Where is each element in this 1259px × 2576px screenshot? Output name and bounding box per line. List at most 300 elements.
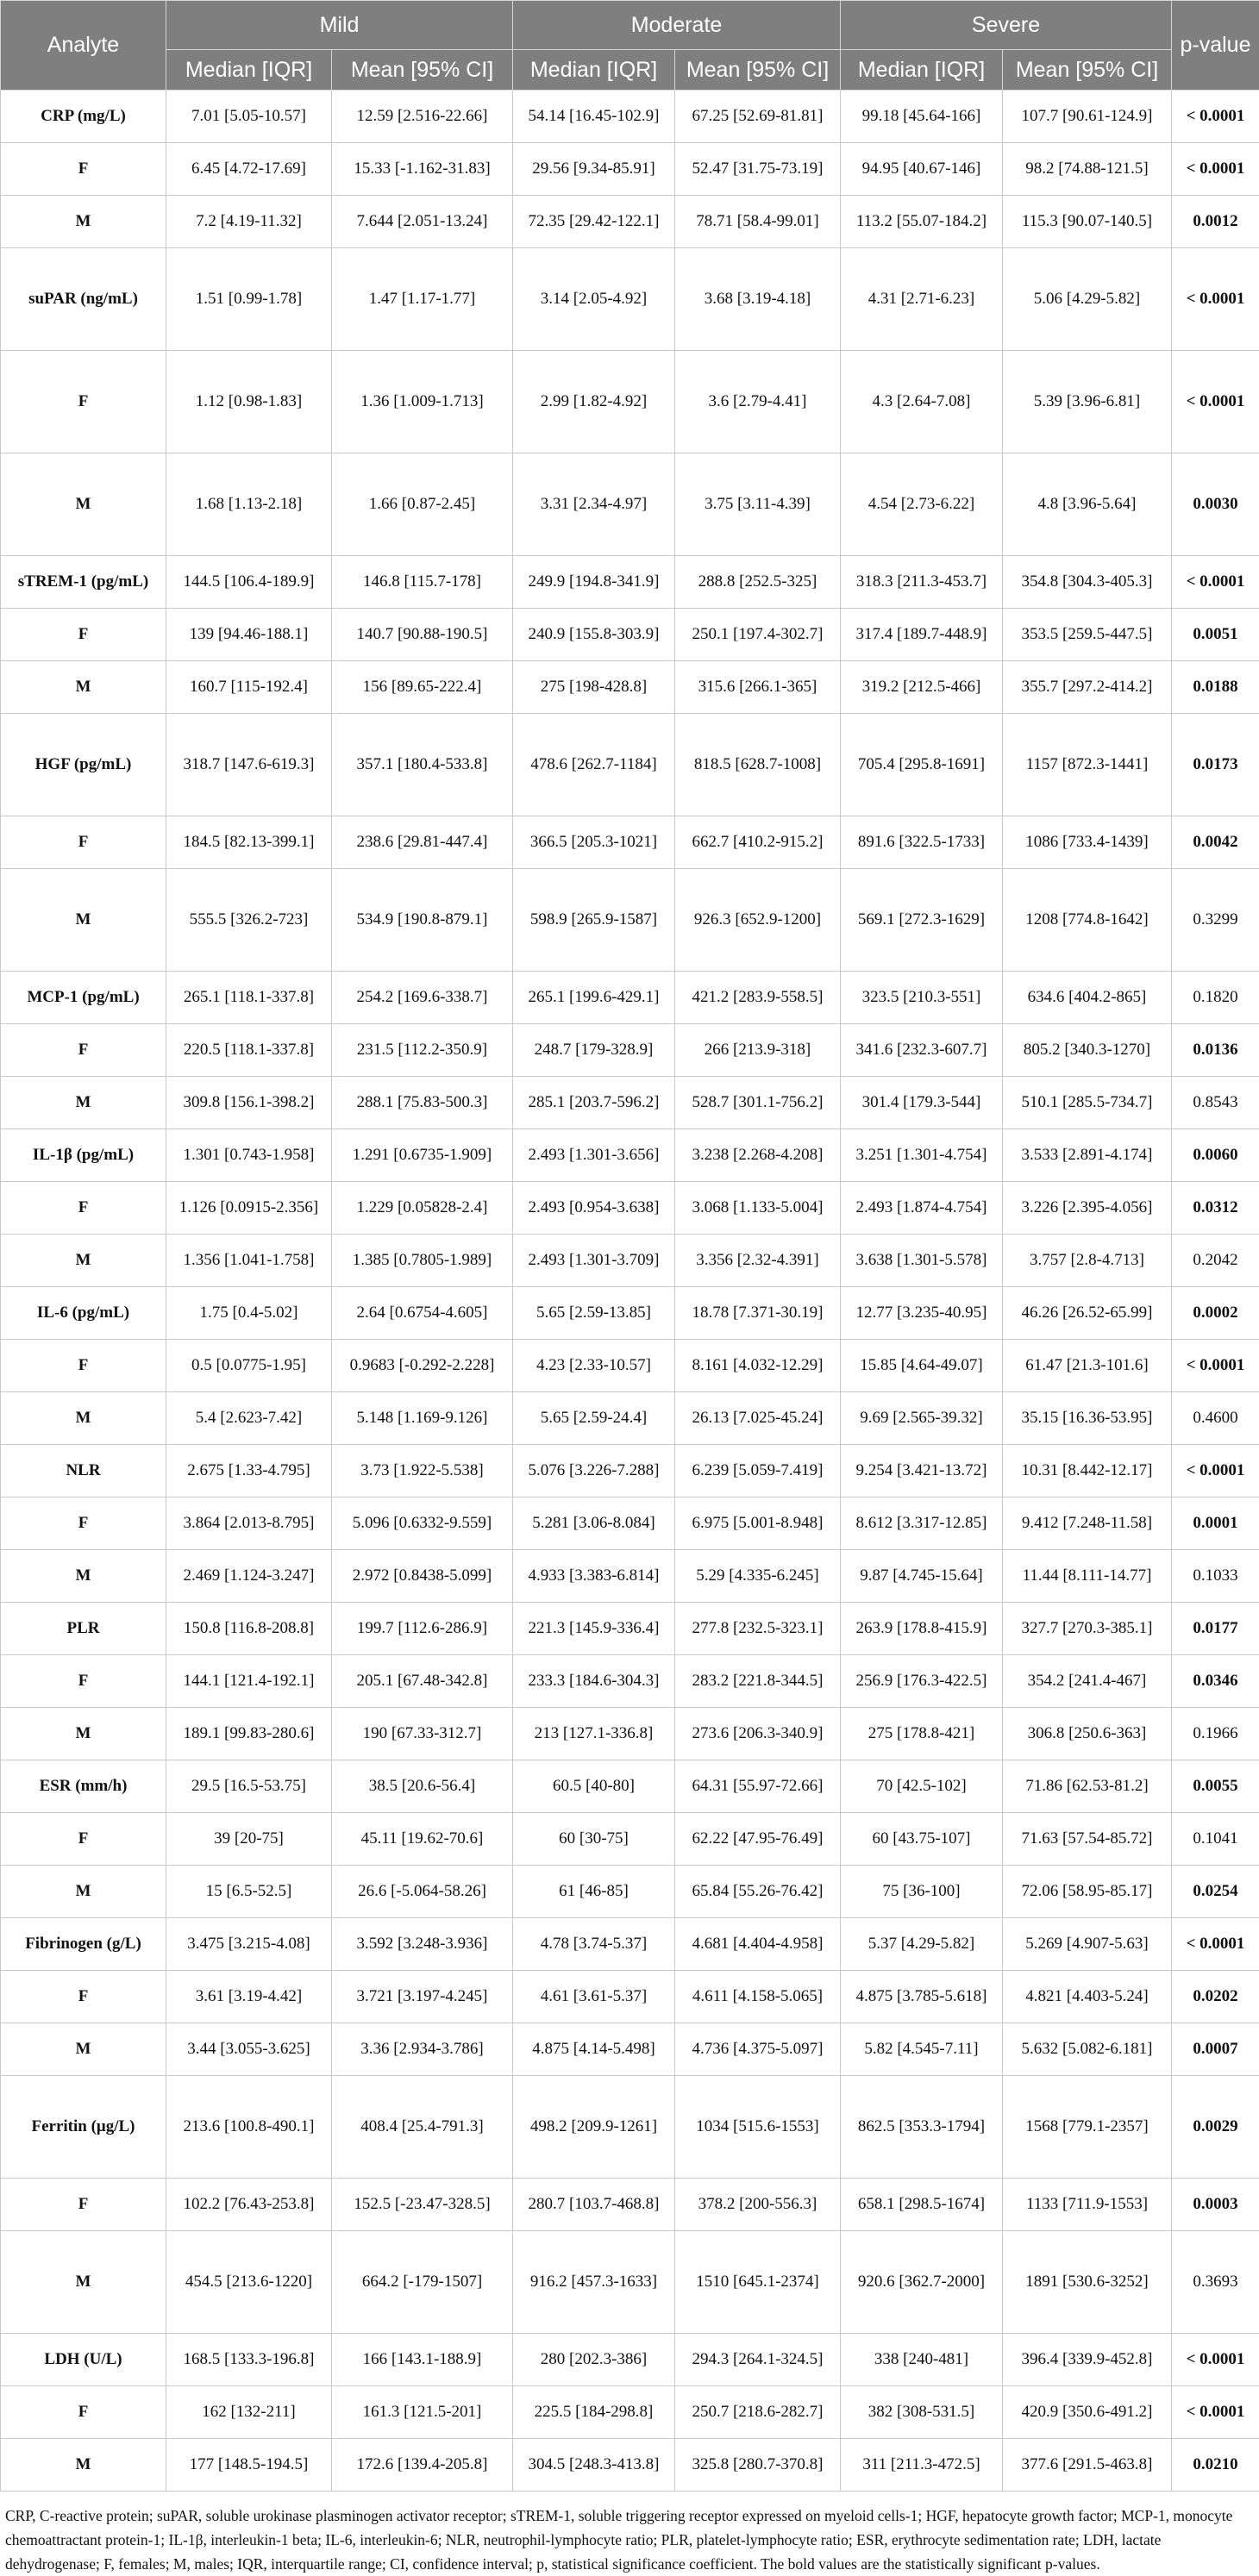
mean-ci-cell: 354.2 [241.4-467] <box>1003 1655 1172 1708</box>
analyte-label: suPAR (ng/mL) <box>1 248 166 351</box>
median-iqr-cell: 12.77 [3.235-40.95] <box>841 1287 1003 1340</box>
median-iqr-cell: 498.2 [209.9-1261] <box>513 2076 675 2179</box>
median-iqr-cell: 75 [36-100] <box>841 1866 1003 1918</box>
table-row <box>1 91 1259 143</box>
median-iqr-cell: 162 [132-211] <box>166 2386 332 2439</box>
mean-ci-cell: 78.71 [58.4-99.01] <box>675 196 841 248</box>
table-row <box>1 1129 1259 1182</box>
median-iqr-cell: 4.875 [4.14-5.498] <box>513 2023 675 2076</box>
table-row <box>1 196 1259 248</box>
median-iqr-cell: 5.4 [2.623-7.42] <box>166 1392 332 1445</box>
analyte-label: M <box>1 869 166 972</box>
mean-ci-cell: 64.31 [55.97-72.66] <box>675 1760 841 1813</box>
pvalue-cell: < 0.0001 <box>1172 1445 1259 1497</box>
median-iqr-cell: 70 [42.5-102] <box>841 1760 1003 1813</box>
mean-ci-cell: 152.5 [-23.47-328.5] <box>332 2179 513 2231</box>
mean-ci-cell: 353.5 [259.5-447.5] <box>1003 609 1172 661</box>
pvalue-cell: 0.8543 <box>1172 1077 1259 1129</box>
median-iqr-cell: 705.4 [295.8-1691] <box>841 714 1003 816</box>
mean-ci-cell: 420.9 [350.6-491.2] <box>1003 2386 1172 2439</box>
header-group-moderate: Moderate <box>513 1 841 50</box>
mean-ci-cell: 1891 [530.6-3252] <box>1003 2231 1172 2334</box>
mean-ci-cell: 325.8 [280.7-370.8] <box>675 2439 841 2492</box>
median-iqr-cell: 304.5 [248.3-413.8] <box>513 2439 675 2492</box>
analyte-label: F <box>1 609 166 661</box>
median-iqr-cell: 569.1 [272.3-1629] <box>841 869 1003 972</box>
table-row <box>1 714 1259 816</box>
mean-ci-cell: 5.39 [3.96-6.81] <box>1003 351 1172 453</box>
header-sub: Mean [95% CI] <box>332 50 513 91</box>
median-iqr-cell: 60 [43.75-107] <box>841 1813 1003 1866</box>
mean-ci-cell: 46.26 [26.52-65.99] <box>1003 1287 1172 1340</box>
median-iqr-cell: 99.18 [45.64-166] <box>841 91 1003 143</box>
table-row <box>1 2231 1259 2334</box>
table-row <box>1 556 1259 609</box>
analyte-label: F <box>1 816 166 869</box>
median-iqr-cell: 8.612 [3.317-12.85] <box>841 1497 1003 1550</box>
median-iqr-cell: 301.4 [179.3-544] <box>841 1077 1003 1129</box>
header-pvalue: p-value <box>1172 1 1259 91</box>
mean-ci-cell: 7.644 [2.051-13.24] <box>332 196 513 248</box>
mean-ci-cell: 5.06 [4.29-5.82] <box>1003 248 1172 351</box>
pvalue-cell: 0.0346 <box>1172 1655 1259 1708</box>
mean-ci-cell: 107.7 [90.61-124.9] <box>1003 91 1172 143</box>
median-iqr-cell: 5.076 [3.226-7.288] <box>513 1445 675 1497</box>
table-row <box>1 869 1259 972</box>
table-row <box>1 1655 1259 1708</box>
mean-ci-cell: 3.068 [1.133-5.004] <box>675 1182 841 1235</box>
analyte-label: M <box>1 1550 166 1603</box>
table-row <box>1 2439 1259 2492</box>
median-iqr-cell: 2.493 [0.954-3.638] <box>513 1182 675 1235</box>
analyte-label: M <box>1 661 166 714</box>
table-row <box>1 248 1259 351</box>
mean-ci-cell: 65.84 [55.26-76.42] <box>675 1866 841 1918</box>
median-iqr-cell: 6.45 [4.72-17.69] <box>166 143 332 196</box>
mean-ci-cell: 250.1 [197.4-302.7] <box>675 609 841 661</box>
mean-ci-cell: 12.59 [2.516-22.66] <box>332 91 513 143</box>
analyte-label: M <box>1 2439 166 2492</box>
mean-ci-cell: 1.47 [1.17-1.77] <box>332 248 513 351</box>
median-iqr-cell: 3.475 [3.215-4.08] <box>166 1918 332 1971</box>
pvalue-cell: 0.0002 <box>1172 1287 1259 1340</box>
mean-ci-cell: 288.1 [75.83-500.3] <box>332 1077 513 1129</box>
mean-ci-cell: 146.8 [115.7-178] <box>332 556 513 609</box>
median-iqr-cell: 1.126 [0.0915-2.356] <box>166 1182 332 1235</box>
median-iqr-cell: 3.14 [2.05-4.92] <box>513 248 675 351</box>
median-iqr-cell: 2.493 [1.301-3.656] <box>513 1129 675 1182</box>
mean-ci-cell: 2.972 [0.8438-5.099] <box>332 1550 513 1603</box>
pvalue-cell: 0.0051 <box>1172 609 1259 661</box>
pvalue-cell: < 0.0001 <box>1172 91 1259 143</box>
median-iqr-cell: 4.54 [2.73-6.22] <box>841 453 1003 556</box>
pvalue-cell: < 0.0001 <box>1172 351 1259 453</box>
header-sub: Median [IQR] <box>841 50 1003 91</box>
median-iqr-cell: 7.01 [5.05-10.57] <box>166 91 332 143</box>
mean-ci-cell: 156 [89.65-222.4] <box>332 661 513 714</box>
mean-ci-cell: 5.148 [1.169-9.126] <box>332 1392 513 1445</box>
table-row <box>1 1971 1259 2023</box>
median-iqr-cell: 60 [30-75] <box>513 1813 675 1866</box>
mean-ci-cell: 355.7 [297.2-414.2] <box>1003 661 1172 714</box>
mean-ci-cell: 288.8 [252.5-325] <box>675 556 841 609</box>
analyte-label: M <box>1 453 166 556</box>
median-iqr-cell: 160.7 [115-192.4] <box>166 661 332 714</box>
analyte-label: F <box>1 2179 166 2231</box>
median-iqr-cell: 4.3 [2.64-7.08] <box>841 351 1003 453</box>
mean-ci-cell: 818.5 [628.7-1008] <box>675 714 841 816</box>
median-iqr-cell: 3.61 [3.19-4.42] <box>166 1971 332 2023</box>
table-row <box>1 1077 1259 1129</box>
median-iqr-cell: 317.4 [189.7-448.9] <box>841 609 1003 661</box>
table-header <box>1 1 1259 91</box>
median-iqr-cell: 280.7 [103.7-468.8] <box>513 2179 675 2231</box>
analyte-label: M <box>1 2231 166 2334</box>
mean-ci-cell: 62.22 [47.95-76.49] <box>675 1813 841 1866</box>
mean-ci-cell: 5.096 [0.6332-9.559] <box>332 1497 513 1550</box>
mean-ci-cell: 1568 [779.1-2357] <box>1003 2076 1172 2179</box>
mean-ci-cell: 18.78 [7.371-30.19] <box>675 1287 841 1340</box>
table-row <box>1 972 1259 1024</box>
pvalue-cell: 0.0001 <box>1172 1497 1259 1550</box>
median-iqr-cell: 318.3 [211.3-453.7] <box>841 556 1003 609</box>
analyte-label: ESR (mm/h) <box>1 1760 166 1813</box>
table-row <box>1 1340 1259 1392</box>
pvalue-cell: < 0.0001 <box>1172 556 1259 609</box>
median-iqr-cell: 5.65 [2.59-24.4] <box>513 1392 675 1445</box>
median-iqr-cell: 102.2 [76.43-253.8] <box>166 2179 332 2231</box>
mean-ci-cell: 15.33 [-1.162-31.83] <box>332 143 513 196</box>
mean-ci-cell: 238.6 [29.81-447.4] <box>332 816 513 869</box>
mean-ci-cell: 357.1 [180.4-533.8] <box>332 714 513 816</box>
analyte-label: PLR <box>1 1603 166 1655</box>
mean-ci-cell: 3.533 [2.891-4.174] <box>1003 1129 1172 1182</box>
analyte-label: F <box>1 1497 166 1550</box>
median-iqr-cell: 263.9 [178.8-415.9] <box>841 1603 1003 1655</box>
median-iqr-cell: 916.2 [457.3-1633] <box>513 2231 675 2334</box>
table-row <box>1 1235 1259 1287</box>
analyte-label: F <box>1 143 166 196</box>
median-iqr-cell: 139 [94.46-188.1] <box>166 609 332 661</box>
mean-ci-cell: 3.68 [3.19-4.18] <box>675 248 841 351</box>
mean-ci-cell: 98.2 [74.88-121.5] <box>1003 143 1172 196</box>
pvalue-cell: 0.0177 <box>1172 1603 1259 1655</box>
median-iqr-cell: 240.9 [155.8-303.9] <box>513 609 675 661</box>
median-iqr-cell: 285.1 [203.7-596.2] <box>513 1077 675 1129</box>
mean-ci-cell: 3.73 [1.922-5.538] <box>332 1445 513 1497</box>
median-iqr-cell: 94.95 [40.67-146] <box>841 143 1003 196</box>
median-iqr-cell: 3.638 [1.301-5.578] <box>841 1235 1003 1287</box>
median-iqr-cell: 891.6 [322.5-1733] <box>841 816 1003 869</box>
table-row <box>1 2023 1259 2076</box>
mean-ci-cell: 172.6 [139.4-205.8] <box>332 2439 513 2492</box>
mean-ci-cell: 408.4 [25.4-791.3] <box>332 2076 513 2179</box>
mean-ci-cell: 327.7 [270.3-385.1] <box>1003 1603 1172 1655</box>
mean-ci-cell: 273.6 [206.3-340.9] <box>675 1708 841 1760</box>
median-iqr-cell: 658.1 [298.5-1674] <box>841 2179 1003 2231</box>
analyte-label: CRP (mg/L) <box>1 91 166 143</box>
mean-ci-cell: 3.592 [3.248-3.936] <box>332 1918 513 1971</box>
median-iqr-cell: 5.65 [2.59-13.85] <box>513 1287 675 1340</box>
analyte-label: F <box>1 1971 166 2023</box>
table-row <box>1 2076 1259 2179</box>
pvalue-cell: 0.3299 <box>1172 869 1259 972</box>
mean-ci-cell: 1086 [733.4-1439] <box>1003 816 1172 869</box>
median-iqr-cell: 4.61 [3.61-5.37] <box>513 1971 675 2023</box>
pvalue-cell: < 0.0001 <box>1172 143 1259 196</box>
header-group-mild: Mild <box>166 1 513 50</box>
mean-ci-cell: 11.44 [8.111-14.77] <box>1003 1550 1172 1603</box>
pvalue-cell: 0.0042 <box>1172 816 1259 869</box>
mean-ci-cell: 634.6 [404.2-865] <box>1003 972 1172 1024</box>
mean-ci-cell: 38.5 [20.6-56.4] <box>332 1760 513 1813</box>
mean-ci-cell: 10.31 [8.442-12.17] <box>1003 1445 1172 1497</box>
pvalue-cell: 0.0007 <box>1172 2023 1259 2076</box>
pvalue-cell: 0.0202 <box>1172 1971 1259 2023</box>
median-iqr-cell: 280 [202.3-386] <box>513 2334 675 2386</box>
median-iqr-cell: 256.9 [176.3-422.5] <box>841 1655 1003 1708</box>
analyte-label: Fibrinogen (g/L) <box>1 1918 166 1971</box>
mean-ci-cell: 4.611 [4.158-5.065] <box>675 1971 841 2023</box>
analyte-label: M <box>1 1392 166 1445</box>
median-iqr-cell: 249.9 [194.8-341.9] <box>513 556 675 609</box>
pvalue-cell: 0.0188 <box>1172 661 1259 714</box>
header-sub: Mean [95% CI] <box>675 50 841 91</box>
mean-ci-cell: 231.5 [112.2-350.9] <box>332 1024 513 1077</box>
median-iqr-cell: 113.2 [55.07-184.2] <box>841 196 1003 248</box>
mean-ci-cell: 926.3 [652.9-1200] <box>675 869 841 972</box>
mean-ci-cell: 61.47 [21.3-101.6] <box>1003 1340 1172 1392</box>
mean-ci-cell: 266 [213.9-318] <box>675 1024 841 1077</box>
median-iqr-cell: 189.1 [99.83-280.6] <box>166 1708 332 1760</box>
median-iqr-cell: 248.7 [179-328.9] <box>513 1024 675 1077</box>
table-row <box>1 1182 1259 1235</box>
pvalue-cell: 0.0173 <box>1172 714 1259 816</box>
table-row <box>1 1866 1259 1918</box>
analyte-label: M <box>1 1235 166 1287</box>
median-iqr-cell: 15.85 [4.64-49.07] <box>841 1340 1003 1392</box>
mean-ci-cell: 45.11 [19.62-70.6] <box>332 1813 513 1866</box>
pvalue-cell: 0.0055 <box>1172 1760 1259 1813</box>
mean-ci-cell: 205.1 [67.48-342.8] <box>332 1655 513 1708</box>
mean-ci-cell: 534.9 [190.8-879.1] <box>332 869 513 972</box>
mean-ci-cell: 5.269 [4.907-5.63] <box>1003 1918 1172 1971</box>
mean-ci-cell: 283.2 [221.8-344.5] <box>675 1655 841 1708</box>
table-row <box>1 2179 1259 2231</box>
table-row <box>1 816 1259 869</box>
analyte-label: M <box>1 196 166 248</box>
analyte-label: F <box>1 1024 166 1077</box>
mean-ci-cell: 396.4 [339.9-452.8] <box>1003 2334 1172 2386</box>
median-iqr-cell: 39 [20-75] <box>166 1813 332 1866</box>
mean-ci-cell: 3.356 [2.32-4.391] <box>675 1235 841 1287</box>
mean-ci-cell: 3.75 [3.11-4.39] <box>675 453 841 556</box>
median-iqr-cell: 341.6 [232.3-607.7] <box>841 1024 1003 1077</box>
mean-ci-cell: 71.86 [62.53-81.2] <box>1003 1760 1172 1813</box>
mean-ci-cell: 1.229 [0.05828-2.4] <box>332 1182 513 1235</box>
mean-ci-cell: 528.7 [301.1-756.2] <box>675 1077 841 1129</box>
mean-ci-cell: 115.3 [90.07-140.5] <box>1003 196 1172 248</box>
header-group-severe: Severe <box>841 1 1172 50</box>
analyte-label: M <box>1 1708 166 1760</box>
median-iqr-cell: 318.7 [147.6-619.3] <box>166 714 332 816</box>
table-row <box>1 1760 1259 1813</box>
mean-ci-cell: 9.412 [7.248-11.58] <box>1003 1497 1172 1550</box>
pvalue-cell: < 0.0001 <box>1172 1340 1259 1392</box>
median-iqr-cell: 29.5 [16.5-53.75] <box>166 1760 332 1813</box>
median-iqr-cell: 1.51 [0.99-1.78] <box>166 248 332 351</box>
median-iqr-cell: 454.5 [213.6-1220] <box>166 2231 332 2334</box>
median-iqr-cell: 2.675 [1.33-4.795] <box>166 1445 332 1497</box>
mean-ci-cell: 510.1 [285.5-734.7] <box>1003 1077 1172 1129</box>
analyte-label: HGF (pg/mL) <box>1 714 166 816</box>
table-row <box>1 609 1259 661</box>
median-iqr-cell: 4.31 [2.71-6.23] <box>841 248 1003 351</box>
median-iqr-cell: 144.5 [106.4-189.9] <box>166 556 332 609</box>
median-iqr-cell: 168.5 [133.3-196.8] <box>166 2334 332 2386</box>
mean-ci-cell: 6.975 [5.001-8.948] <box>675 1497 841 1550</box>
table-footnote: CRP, C-reactive protein; suPAR, soluble urokinase plasminogen activator receptor; sTREM-1, soluble triggering receptor expressed on myeloid cells-1; HGF, hepatocyte growth factor; MCP-1, monocyte chemoattractant protein-1; IL-1β, interleukin-1 beta; IL-6, interleukin-6; NLR, neutrophil-lymphocyte ratio; PLR, platelet-lymphocyte ratio; ESR, erythrocyte sedimentation rate; LDH, lactate dehydrogenase; F, females; M, males; IQR, interquartile range; CI, confidence interval; p, statistical significance coefficient. The bold values are the statistically significant p-values. <box>0 2500 1259 2576</box>
mean-ci-cell: 35.15 [16.36-53.95] <box>1003 1392 1172 1445</box>
mean-ci-cell: 5.29 [4.335-6.245] <box>675 1550 841 1603</box>
median-iqr-cell: 213 [127.1-336.8] <box>513 1708 675 1760</box>
pvalue-cell: < 0.0001 <box>1172 1918 1259 1971</box>
median-iqr-cell: 3.864 [2.013-8.795] <box>166 1497 332 1550</box>
mean-ci-cell: 277.8 [232.5-323.1] <box>675 1603 841 1655</box>
mean-ci-cell: 190 [67.33-312.7] <box>332 1708 513 1760</box>
table-row <box>1 2386 1259 2439</box>
mean-ci-cell: 199.7 [112.6-286.9] <box>332 1603 513 1655</box>
table-row <box>1 1024 1259 1077</box>
table-row <box>1 143 1259 196</box>
table-row <box>1 1550 1259 1603</box>
median-iqr-cell: 366.5 [205.3-1021] <box>513 816 675 869</box>
pvalue-cell: 0.0003 <box>1172 2179 1259 2231</box>
analyte-label: IL-6 (pg/mL) <box>1 1287 166 1340</box>
table-row <box>1 2334 1259 2386</box>
mean-ci-cell: 1.36 [1.009-1.713] <box>332 351 513 453</box>
median-iqr-cell: 3.44 [3.055-3.625] <box>166 2023 332 2076</box>
mean-ci-cell: 0.9683 [-0.292-2.228] <box>332 1340 513 1392</box>
mean-ci-cell: 1157 [872.3-1441] <box>1003 714 1172 816</box>
median-iqr-cell: 309.8 [156.1-398.2] <box>166 1077 332 1129</box>
analyte-label: M <box>1 2023 166 2076</box>
mean-ci-cell: 3.238 [2.268-4.208] <box>675 1129 841 1182</box>
median-iqr-cell: 5.281 [3.06-8.084] <box>513 1497 675 1550</box>
pvalue-cell: 0.0136 <box>1172 1024 1259 1077</box>
mean-ci-cell: 1.385 [0.7805-1.989] <box>332 1235 513 1287</box>
pvalue-cell: 0.0210 <box>1172 2439 1259 2492</box>
median-iqr-cell: 184.5 [82.13-399.1] <box>166 816 332 869</box>
header-analyte: Analyte <box>1 1 166 91</box>
mean-ci-cell: 161.3 [121.5-201] <box>332 2386 513 2439</box>
mean-ci-cell: 1510 [645.1-2374] <box>675 2231 841 2334</box>
median-iqr-cell: 54.14 [16.45-102.9] <box>513 91 675 143</box>
mean-ci-cell: 377.6 [291.5-463.8] <box>1003 2439 1172 2492</box>
median-iqr-cell: 5.37 [4.29-5.82] <box>841 1918 1003 1971</box>
analyte-label: F <box>1 1340 166 1392</box>
median-iqr-cell: 60.5 [40-80] <box>513 1760 675 1813</box>
mean-ci-cell: 1034 [515.6-1553] <box>675 2076 841 2179</box>
analyte-label: F <box>1 1813 166 1866</box>
mean-ci-cell: 3.757 [2.8-4.713] <box>1003 1235 1172 1287</box>
mean-ci-cell: 72.06 [58.95-85.17] <box>1003 1866 1172 1918</box>
table-row <box>1 1497 1259 1550</box>
median-iqr-cell: 2.493 [1.301-3.709] <box>513 1235 675 1287</box>
analyte-label: F <box>1 1655 166 1708</box>
median-iqr-cell: 1.12 [0.98-1.83] <box>166 351 332 453</box>
table-row <box>1 1708 1259 1760</box>
mean-ci-cell: 140.7 [90.88-190.5] <box>332 609 513 661</box>
mean-ci-cell: 294.3 [264.1-324.5] <box>675 2334 841 2386</box>
analyte-label: sTREM-1 (pg/mL) <box>1 556 166 609</box>
mean-ci-cell: 4.821 [4.403-5.24] <box>1003 1971 1172 2023</box>
pvalue-cell: 0.0312 <box>1172 1182 1259 1235</box>
pvalue-cell: 0.3693 <box>1172 2231 1259 2334</box>
median-iqr-cell: 1.68 [1.13-2.18] <box>166 453 332 556</box>
mean-ci-cell: 4.681 [4.404-4.958] <box>675 1918 841 1971</box>
median-iqr-cell: 862.5 [353.3-1794] <box>841 2076 1003 2179</box>
analyte-label: Ferritin (μg/L) <box>1 2076 166 2179</box>
table-row <box>1 453 1259 556</box>
mean-ci-cell: 5.632 [5.082-6.181] <box>1003 2023 1172 2076</box>
analyte-label: LDH (U/L) <box>1 2334 166 2386</box>
median-iqr-cell: 265.1 [118.1-337.8] <box>166 972 332 1024</box>
mean-ci-cell: 664.2 [-179-1507] <box>332 2231 513 2334</box>
median-iqr-cell: 0.5 [0.0775-1.95] <box>166 1340 332 1392</box>
median-iqr-cell: 265.1 [199.6-429.1] <box>513 972 675 1024</box>
pvalue-cell: 0.0254 <box>1172 1866 1259 1918</box>
table-row <box>1 661 1259 714</box>
mean-ci-cell: 1.66 [0.87-2.45] <box>332 453 513 556</box>
median-iqr-cell: 2.493 [1.874-4.754] <box>841 1182 1003 1235</box>
median-iqr-cell: 555.5 [326.2-723] <box>166 869 332 972</box>
analyte-label: F <box>1 351 166 453</box>
pvalue-cell: < 0.0001 <box>1172 2386 1259 2439</box>
median-iqr-cell: 29.56 [9.34-85.91] <box>513 143 675 196</box>
analyte-label: M <box>1 1866 166 1918</box>
median-iqr-cell: 9.254 [3.421-13.72] <box>841 1445 1003 1497</box>
pvalue-cell: 0.1820 <box>1172 972 1259 1024</box>
mean-ci-cell: 250.7 [218.6-282.7] <box>675 2386 841 2439</box>
median-iqr-cell: 323.5 [210.3-551] <box>841 972 1003 1024</box>
median-iqr-cell: 9.69 [2.565-39.32] <box>841 1392 1003 1445</box>
mean-ci-cell: 3.36 [2.934-3.786] <box>332 2023 513 2076</box>
mean-ci-cell: 52.47 [31.75-73.19] <box>675 143 841 196</box>
pvalue-cell: 0.1041 <box>1172 1813 1259 1866</box>
mean-ci-cell: 254.2 [169.6-338.7] <box>332 972 513 1024</box>
median-iqr-cell: 1.356 [1.041-1.758] <box>166 1235 332 1287</box>
median-iqr-cell: 7.2 [4.19-11.32] <box>166 196 332 248</box>
mean-ci-cell: 26.6 [-5.064-58.26] <box>332 1866 513 1918</box>
analyte-label: F <box>1 2386 166 2439</box>
pvalue-cell: 0.0030 <box>1172 453 1259 556</box>
mean-ci-cell: 8.161 [4.032-12.29] <box>675 1340 841 1392</box>
median-iqr-cell: 4.78 [3.74-5.37] <box>513 1918 675 1971</box>
pvalue-cell: < 0.0001 <box>1172 2334 1259 2386</box>
mean-ci-cell: 1133 [711.9-1553] <box>1003 2179 1172 2231</box>
median-iqr-cell: 1.301 [0.743-1.958] <box>166 1129 332 1182</box>
pvalue-cell: 0.0029 <box>1172 2076 1259 2179</box>
median-iqr-cell: 319.2 [212.5-466] <box>841 661 1003 714</box>
table-row <box>1 1287 1259 1340</box>
analyte-label: F <box>1 1182 166 1235</box>
mean-ci-cell: 67.25 [52.69-81.81] <box>675 91 841 143</box>
mean-ci-cell: 3.226 [2.395-4.056] <box>1003 1182 1172 1235</box>
analyte-label: IL-1β (pg/mL) <box>1 1129 166 1182</box>
table-row <box>1 1392 1259 1445</box>
pvalue-cell: 0.4600 <box>1172 1392 1259 1445</box>
